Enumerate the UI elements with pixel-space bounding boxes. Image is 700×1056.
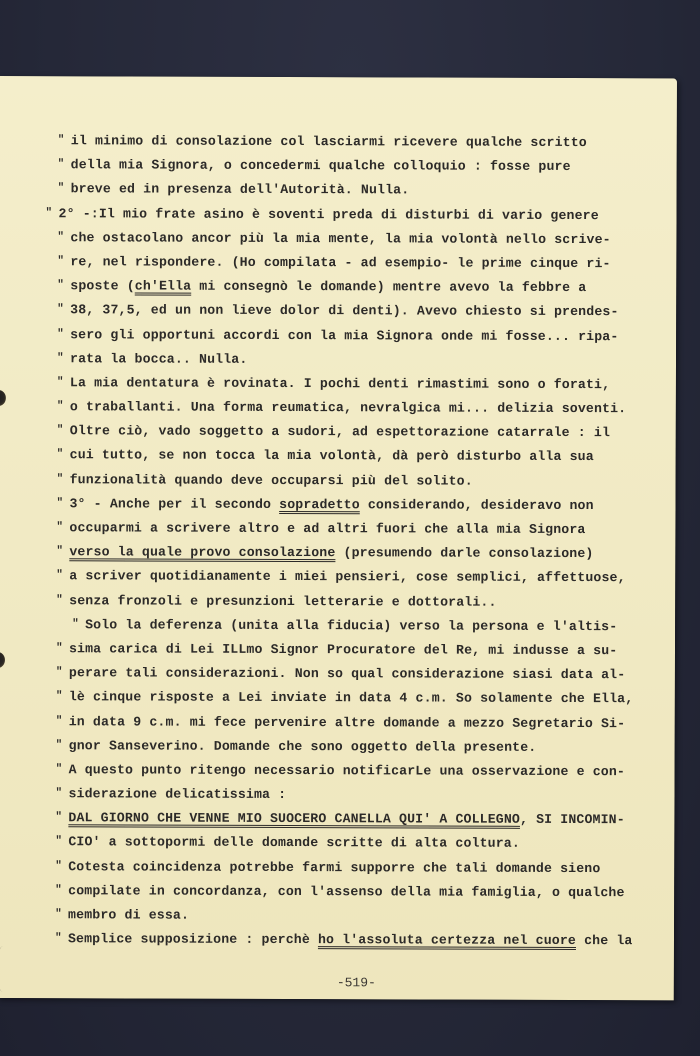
text-line (45, 418, 665, 444)
page-number: -519- (336, 975, 376, 991)
underlined-text: DAL GIORNO CHE VENNE MIO SUOCERO CANELLA QUI' A COLLEGNO (68, 810, 521, 828)
text-segment: cui tutto, se non tocca la mia volontà, dà però disturbo alla sua (69, 447, 594, 465)
text-line (46, 152, 666, 178)
text-segment: La mia dentatura è rovinata. I pochi denti rimastimi sono o forati, (69, 375, 611, 393)
text-segment: rata la bocca.. Nulla. (69, 350, 248, 367)
quote-mark: " (56, 593, 63, 606)
text-segment: funzionalità quando deve occuparsi più del solito. (69, 471, 473, 489)
punch-hole (0, 652, 5, 668)
quote-mark: " (72, 618, 79, 631)
quote-mark: " (56, 472, 64, 485)
text-segment: della mia Signora, o concedermi qualche colloquio : fosse pure (70, 157, 571, 175)
quote-mark: " (57, 158, 65, 171)
text-segment: sima carica di Lei ILLmo Signor Procuratore del Re, mi indusse a su- (68, 641, 618, 659)
quote-mark: " (55, 908, 62, 921)
underlined-text: ch'Ella (134, 278, 192, 294)
quote-mark: " (56, 521, 64, 534)
quote-mark: " (55, 642, 63, 655)
text-segment: Cotesta coincidenza potrebbe farmi supporre che tali domande sieno (68, 858, 601, 876)
text-line (45, 443, 665, 469)
text-line (44, 539, 664, 565)
quote-mark: " (56, 424, 64, 437)
quote-mark: " (57, 134, 65, 147)
text-segment: considerando, desideravo non (359, 497, 594, 513)
text-line (44, 733, 664, 759)
text-line (45, 394, 665, 420)
text-line (45, 322, 665, 348)
text-line (45, 370, 665, 396)
text-line (45, 249, 665, 275)
quote-mark: " (56, 376, 64, 389)
underlined-text: sopradetto (279, 496, 360, 513)
text-line (45, 297, 665, 323)
text-segment: o traballanti. Una forma reumatica, nevralgica mi... delizia soventi. (69, 399, 627, 417)
quote-mark: " (55, 666, 63, 679)
text-segment: , SI INCOMIN- (519, 812, 625, 828)
quote-mark: " (57, 230, 65, 243)
quote-mark: " (56, 448, 64, 461)
punch-hole (0, 390, 6, 406)
text-segment: membro di essa. (68, 907, 190, 923)
quote-mark: " (56, 351, 64, 364)
text-segment: A questo punto ritengo necessario notificarLe una osservazione e con- (68, 762, 626, 780)
document-body (43, 128, 666, 953)
quote-mark: " (57, 303, 64, 316)
quote-mark: " (54, 932, 62, 945)
text-segment: sero gli opportuni accordi con la mia Signora onde mi fosse... ripa- (70, 326, 619, 344)
text-line (43, 878, 663, 904)
text-segment: che la (575, 933, 633, 949)
underlined-text: ho l'assoluta certezza nel cuore (317, 932, 577, 949)
quote-mark: " (55, 835, 63, 848)
text-segment: CIO' a sottopormi delle domande scritte di alta coltura. (68, 834, 520, 852)
text-segment: (presumendo darle consolazione) (335, 545, 594, 562)
text-segment: senza fronzoli e presunzioni letterarie e dottorali.. (69, 592, 497, 610)
text-segment: compilate in concordanza, con l'assenso della mia famiglia, o qualche (68, 883, 625, 900)
quote-mark: " (57, 182, 65, 195)
text-line (46, 128, 666, 154)
pencil-mark (0, 946, 12, 992)
text-line (45, 467, 665, 493)
quote-mark: " (56, 497, 64, 510)
text-line (44, 612, 664, 638)
text-line (44, 636, 664, 662)
text-line (44, 515, 664, 541)
text-line (44, 684, 664, 710)
text-segment: re, nel rispondere. (Ho compilata - ad esempio- le prime cinque ri- (70, 254, 611, 272)
text-segment: occuparmi a scrivere altro e ad altri fuori che alla mia Signora (69, 520, 586, 538)
quote-mark: " (56, 545, 64, 558)
text-segment: 38, 37,5, ed un non lieve dolor di denti). Avevo chiesto si prendes- (70, 302, 619, 320)
text-segment: 3° - Anche per il secondo (69, 496, 280, 512)
text-segment: mi consegnò le domande) mentre avevo la febbre a (191, 278, 587, 296)
text-line (45, 225, 665, 251)
quote-mark: " (55, 714, 63, 727)
text-line (43, 926, 663, 952)
text-segment: siderazione delicatissima : (68, 786, 287, 803)
text-segment: in data 9 c.m. mi fece pervenire altre domande a mezzo Segretario Si- (68, 713, 626, 731)
text-segment: sposte ( (70, 278, 135, 294)
text-line (43, 854, 663, 880)
text-segment: a scriver quotidianamente i miei pensieri, cose semplici, affettuose, (69, 568, 626, 586)
text-line (43, 781, 663, 807)
text-segment: Solo la deferenza (unita alla fiducia) verso la persona e l'altis- (85, 617, 618, 634)
text-segment: il minimo di consolazione col lasciarmi ricevere qualche scritto (70, 133, 587, 151)
text-segment: Oltre ciò, vado soggetto a sudori, ad espettorazione catarrale : il (69, 423, 611, 441)
quote-mark: " (57, 255, 65, 268)
text-segment: Semplice supposizione : perchè (67, 931, 318, 948)
text-line (44, 588, 664, 614)
text-line (43, 830, 663, 856)
quote-mark: " (55, 884, 62, 897)
quote-mark: " (56, 400, 64, 413)
text-segment: gnor Sanseverino. Domande che sono oggetto della presente. (68, 737, 537, 755)
text-line (44, 709, 664, 735)
text-line (43, 902, 663, 928)
text-line (45, 273, 665, 299)
quote-mark: " (57, 279, 65, 292)
quote-mark: " (45, 206, 53, 219)
text-segment: 2° -:Il mio frate asino è soventi preda di disturbi di vario genere (58, 205, 599, 223)
text-line (44, 564, 664, 590)
quote-mark: " (55, 859, 63, 872)
text-line (45, 346, 665, 372)
text-line (43, 805, 663, 831)
text-segment: breve ed in presenza dell'Autorità. Nulla. (70, 181, 410, 198)
quote-mark: " (55, 787, 63, 800)
text-line (45, 201, 665, 227)
quote-mark: " (57, 327, 64, 340)
quote-mark: " (55, 811, 63, 824)
text-segment: che ostacolano ancor più la mia mente, la mia volontà nello scrive- (70, 229, 611, 247)
underlined-text: verso la quale provo consolazione (69, 544, 336, 561)
text-segment: perare tali considerazioni. Non so qual considerazione siasi data al- (68, 665, 626, 683)
text-line (44, 757, 664, 783)
text-line (44, 660, 664, 686)
text-line (46, 177, 666, 203)
text-segment: lè cinque risposte a Lei inviate in data 4 c.m. So solamente che Ella, (68, 689, 634, 707)
text-line (44, 491, 664, 517)
typewritten-page (0, 76, 677, 1000)
quote-mark: " (55, 690, 63, 703)
quote-mark: " (55, 763, 63, 776)
quote-mark: " (55, 738, 63, 751)
quote-mark: " (56, 569, 64, 582)
